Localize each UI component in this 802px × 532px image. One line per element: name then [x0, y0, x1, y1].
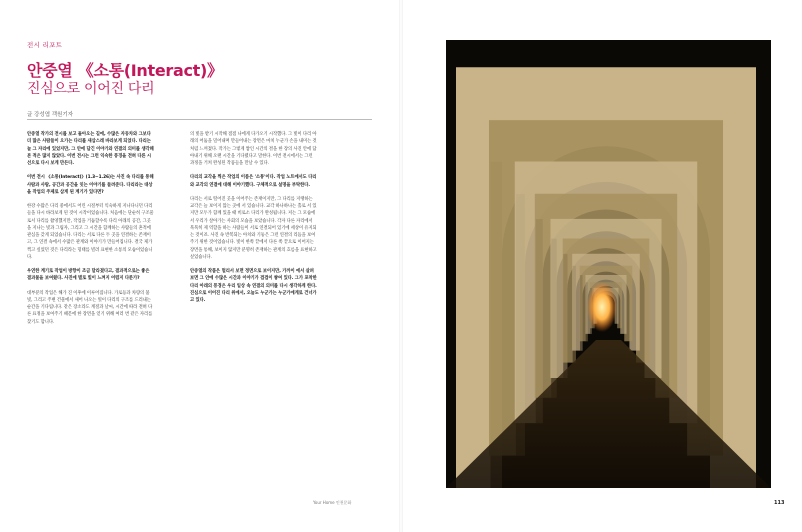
- closing-paragraph: 안중열의 작품은 멀리서 보면 정면으로 보이지만, 가까이 에서 살펴보면 그 안에 수많은 시간과 이야기가 겹겹이 쌓여 있다. 그가 포착한 다리 아래의 풍경은 우리 일상 속 연결의 의미를 다시 생각하게 한다. 진심으로 이어진 다리 위에서, 오늘도 누군가는 누군가에게로 건너가고 있다.: [190, 269, 317, 303]
- bridge-arches-photo: [446, 40, 771, 488]
- section-label: 전시 리포트: [27, 41, 63, 49]
- lead-paragraph: 안중열 작가의 전시를 보고 돌아오는 길에, 수많은 자동차와 그보다 더 많은 사람들이 오가는 다리를 새삼스레 바라보게 되었다. 다리는 늘 그 자리에 있었지만, 그 안에 담긴 이야기와 연결의 의미를 생각해 본 적은 많지 않았다. 이번 전시는 그런 익숙한 풍경을 전혀 다른 시선으로 다시 보게 만든다.: [27, 132, 154, 166]
- body-paragraph: 의 빛을 받기 시작해 점점 나에게 다가오기 시작했다. 그 빛이 다리 아래의 어둠을 밀어내며 만들어내는 장면은 마치 누군가 손을 내미는 것처럼 느껴졌다. 작가는 그렇게 쌓인 시간의 결을 한 장의 사진 안에 담아내기 위해 오랜 시간을 기다렸다고 말한다. 이번 전시에서는 그런 과정을 거쳐 완성된 작품들을 만날 수 있다.: [190, 132, 317, 166]
- answer-paragraph: 한강 수많은 다리 중에서도 어린 시절부터 익숙하게 지나다니던 다리들을 다시 바라보게 된 것이 시작이었습니다. 처음에는 단순히 구조물로서 다리를 촬영했지만, 작업을 거듭할수록 다리 아래의 공간, 그곳을 지나는 빛과 그림자, 그리고 그 시간을 함께하는 사람들의 흔적에 관심을 갖게 되었습니다. 다리는 서로 다른 두 곳을 연결하는 존재이고, 그 연결 속에서 수많은 관계와 이야기가 만들어집니다. 결국 제가 찍고 싶었던 것은 다리라는 형태를 빌려 표현한 소통의 모습이었습니다.: [27, 204, 154, 260]
- question-paragraph: 우연한 계기로 작업이 방향이 조금 달라졌다고, 결과적으로는 좋은 결과물을 보여줬다. 사진에 별로 빛이 느껴지 어렵지 다룬가?: [27, 269, 150, 282]
- question-paragraph: 다리의 교각을 찍은 작업의 이름은 '소통'이다. 작업 노트에서도 다리와 교각의 연결에 대해 이야기했다. 구체적으로 설명을 부탁한다.: [190, 175, 317, 188]
- page-number: 113: [774, 500, 785, 506]
- text-column-left: [27, 131, 154, 333]
- light-glow: [587, 282, 617, 332]
- footer-text: Your Home 인천문화: [313, 500, 352, 505]
- divider: [27, 119, 372, 120]
- question-paragraph: 이번 전시 《소통(Interact)》(1.3~1.26)는 사진 속 다리를 통해 사람과 사람, 공간과 공간을 잇는 이야기를 들려준다. 다리라는 대상을 작업의 주제로 삼게 된 계기가 있다면?: [27, 175, 154, 195]
- article-subtitle: 진심으로 이어진 다리: [27, 81, 155, 97]
- page-gutter: [399, 0, 403, 532]
- answer-paragraph: 대부분의 작업은 해가 진 이후에 이루어집니다. 가로등과 차량의 불빛, 그리고 주변 건물에서 새어 나오는 빛이 다리의 구조를 드러내는 순간을 기다립니다. 같은 장소라도 계절과 날씨, 시간에 따라 전혀 다른 표정을 보여주기 때문에 한 장면을 얻기 위해 여러 번 같은 자리를 찾기도 합니다.: [27, 290, 153, 325]
- text-column-right: [190, 131, 317, 311]
- article-title: 안중열 《소통(Interact)》: [27, 61, 223, 80]
- byline: 글 강성엽 객원기자: [27, 112, 74, 118]
- answer-paragraph: 다리는 서로 떨어진 곳을 이어주는 존재이지만, 그 다리를 지탱하는 교각은 늘 보이지 않는 곳에 서 있습니다. 교각 하나하나는 홀로 서 있지만 모두가 함께 있을 때 비로소 다리가 완성됩니다. 저는 그 모습에서 우리가 살아가는 사회의 모습을 보았습니다. 각자 다른 자리에서 묵묵히 제 역할을 하는 사람들이 서로 연결되어 있기에 세상이 유지되는 것이죠. 사진 속 반복되는 아치와 기둥은 그런 연결의 리듬을 보여주기 위한 것이었습니다. 빛이 한쪽 끝에서 다른 쪽 끝으로 이어지는 장면을 통해, 보이지 않지만 분명히 존재하는 관계의 흐름을 표현하고 싶었습니다.: [190, 196, 317, 260]
